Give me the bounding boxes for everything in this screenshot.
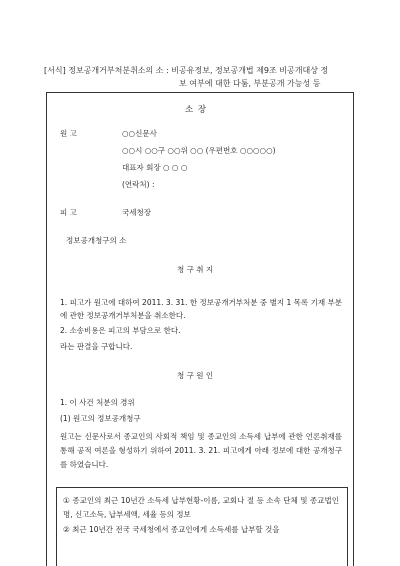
complaint-title: 소 장	[185, 105, 208, 115]
plaintiff-name: ○○신문사	[122, 129, 157, 138]
requested-info-item-2: ② 최근 10년간 전국 국세청에서 종교인에게 소득세를 납부할 것을	[63, 525, 280, 534]
claim-item-2: 2. 소송비용은 피고의 부담으로 한다.	[60, 326, 181, 335]
form-header-line-1: [서식] 정보공개거부처분취소의 소 : 비공유정보, 정보공개법 제9조 비공개대상 정	[44, 66, 329, 75]
reasons-subsection-1: (1) 원고의 정보공개청구	[60, 414, 141, 423]
requested-info-item-1: ① 종교인의 최근 10년간 소득세 납부현황-이름, 교회나 절 등 소속 단체 및 종교법인명, 신고소득, 납부세액, 세율 등의 정보	[63, 496, 339, 519]
claim-heading: 청 구 취 지	[177, 265, 214, 274]
claim-closing: 라는 판결을 구합니다.	[60, 342, 133, 351]
form-header	[44, 64, 378, 90]
reasons-heading: 청 구 원 인	[177, 371, 214, 380]
defendant-name: 국세청장	[122, 208, 151, 217]
plaintiff-phone: (연락처) :	[122, 180, 155, 189]
claim-item-1: 1. 피고가 원고에 대하여 2011. 3. 31. 한 정보공개거부처분 중 별지 1 목록 기재 부분에 관한 정보공개거부처분을 취소한다.	[60, 298, 342, 320]
case-name: 정보공개청구의 소	[66, 236, 127, 245]
plaintiff-representative: 대표자 회장 ○ ○ ○	[122, 163, 188, 172]
plaintiff-label: 원 고	[60, 129, 77, 138]
reasons-section-1: 1. 이 사건 처분의 경위	[60, 398, 135, 407]
plaintiff-address: ○○시 ○○구 ○○위 ○○ (우편번호 ○○○○○)	[122, 146, 276, 155]
requested-info-box	[56, 487, 348, 566]
defendant-label: 피 고	[60, 208, 77, 217]
reasons-paragraph-1: 원고는 신문사로서 종교인의 사회적 책임 및 종교인의 소득세 납부에 관한 언론취재를 통해 공적 여론을 형성하기 위하여 2011. 3. 21. 피고에게 아래 정보에 대한 공개청구를 하였습니다.	[60, 432, 342, 469]
form-header-line-2: 보 여부에 대한 다툼, 부분공개 가능성 등	[179, 79, 321, 88]
